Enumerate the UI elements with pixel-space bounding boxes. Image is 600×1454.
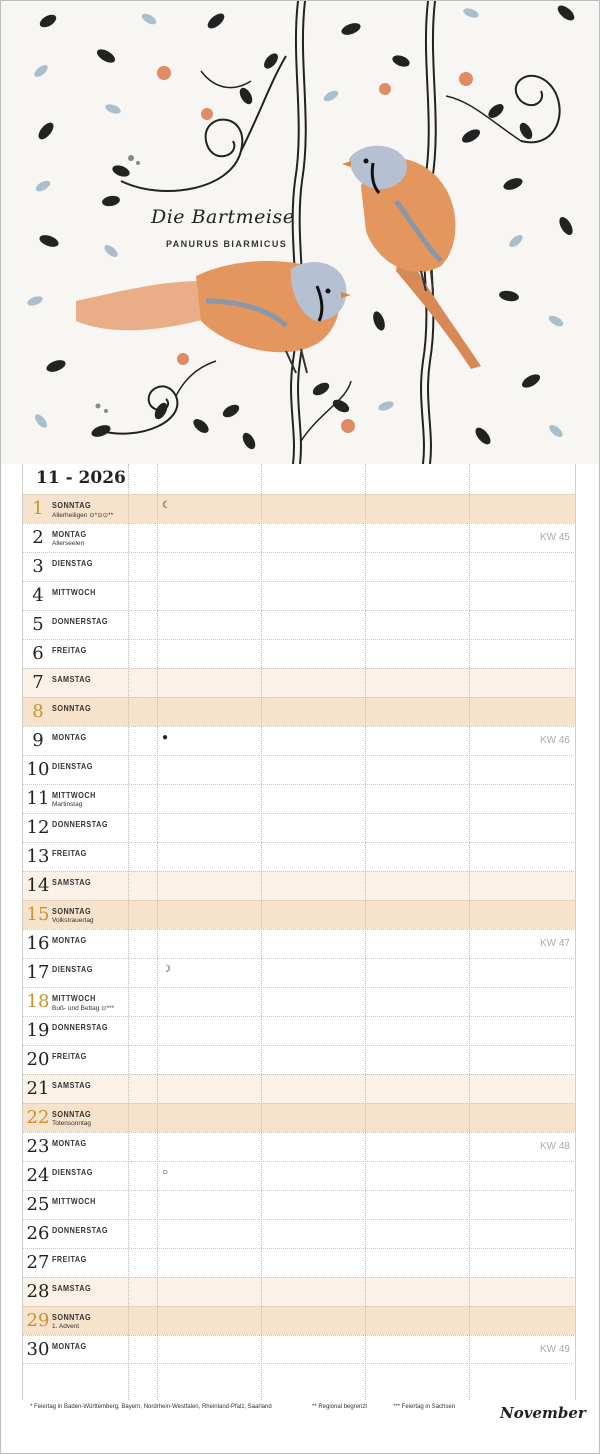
day-row[interactable]	[22, 1016, 576, 1045]
day-row[interactable]	[22, 958, 576, 987]
weekday-name: DONNERSTAG	[52, 616, 108, 626]
moon-phase-icon: ○	[162, 1167, 169, 1178]
day-number: 26	[26, 1223, 50, 1244]
holiday-label: Volkstrauertag	[52, 917, 94, 924]
weekday-name: DIENSTAG	[52, 1167, 93, 1177]
day-row[interactable]	[22, 871, 576, 900]
grid-line	[261, 464, 262, 1400]
moon-phase-icon: ●	[162, 732, 169, 743]
day-number: 25	[26, 1194, 50, 1215]
weekday-name: MITTWOCH	[52, 587, 96, 597]
weekday-name: MITTWOCH	[52, 790, 96, 800]
day-row[interactable]	[22, 755, 576, 784]
week-number: KW 48	[539, 1141, 570, 1152]
day-row[interactable]	[22, 581, 576, 610]
day-row[interactable]	[22, 1277, 576, 1306]
day-number: 23	[26, 1136, 50, 1157]
weekday-name: MONTAG	[52, 935, 87, 945]
day-row[interactable]	[22, 1045, 576, 1074]
day-number: 17	[26, 962, 50, 983]
day-number: 19	[26, 1020, 50, 1041]
day-row[interactable]	[22, 784, 576, 813]
weekday-name: SONNTAG	[52, 1109, 92, 1119]
day-number: 1	[32, 498, 44, 519]
day-number: 21	[26, 1078, 50, 1099]
day-number: 11	[26, 788, 50, 809]
weekday-name: SAMSTAG	[52, 877, 92, 887]
day-number: 6	[32, 643, 44, 664]
illustration-artwork	[1, 1, 599, 464]
moon-phase-icon: ☽	[162, 964, 171, 975]
day-row[interactable]	[22, 1306, 576, 1335]
day-row[interactable]	[22, 929, 576, 958]
day-number: 10	[26, 759, 50, 780]
day-number: 16	[26, 933, 50, 954]
weekday-name: FREITAG	[52, 645, 87, 655]
day-number: 8	[32, 701, 44, 722]
weekday-name: SONNTAG	[52, 500, 92, 510]
day-number: 24	[26, 1165, 50, 1186]
weekday-name: DONNERSTAG	[52, 819, 108, 829]
weekday-name: MITTWOCH	[52, 1196, 96, 1206]
grid-line	[128, 464, 129, 1400]
day-row[interactable]	[22, 1335, 576, 1364]
grid-line	[365, 464, 366, 1400]
weekday-name: SONNTAG	[52, 703, 92, 713]
day-number: 18	[26, 991, 50, 1012]
weekday-name: FREITAG	[52, 848, 87, 858]
weekday-name: MITTWOCH	[52, 993, 96, 1003]
weekday-name: SAMSTAG	[52, 1080, 92, 1090]
day-number: 20	[26, 1049, 50, 1070]
grid-line	[469, 464, 470, 1400]
day-number: 13	[26, 846, 50, 867]
day-row[interactable]	[22, 900, 576, 929]
weekday-name: MONTAG	[52, 1341, 87, 1351]
grid-line	[575, 464, 576, 1400]
day-number: 2	[32, 527, 44, 548]
day-row[interactable]	[22, 639, 576, 668]
footnote-3: *** Feiertag in Sachsen	[393, 1404, 456, 1410]
day-row[interactable]	[22, 697, 576, 726]
day-number: 28	[26, 1281, 50, 1302]
weekday-name: MONTAG	[52, 529, 87, 539]
month-name: November	[500, 1404, 586, 1422]
weekday-name: DONNERSTAG	[52, 1022, 108, 1032]
calendar-header	[22, 464, 576, 494]
day-number: 22	[26, 1107, 50, 1128]
holiday-label: Allerheiligen ⊙*⊙⊙**	[52, 512, 114, 519]
day-number: 3	[32, 556, 44, 577]
weekday-name: FREITAG	[52, 1254, 87, 1264]
day-row[interactable]	[22, 1190, 576, 1219]
weekday-name: FREITAG	[52, 1051, 87, 1061]
footnote-1: * Feiertag in Baden-Württemberg, Bayern, Nordrhein-Westfalen, Rheinland-Pfalz, Saarland	[30, 1404, 272, 1410]
month-year-label: 11 - 2026	[36, 468, 126, 488]
day-row[interactable]	[22, 1074, 576, 1103]
day-row[interactable]	[22, 668, 576, 697]
day-row[interactable]	[22, 610, 576, 639]
weekday-name: MONTAG	[52, 732, 87, 742]
holiday-label: Martinstag	[52, 801, 83, 808]
weekday-name: SONNTAG	[52, 1312, 92, 1322]
day-number: 29	[26, 1310, 50, 1331]
holiday-label: Totensonntag	[52, 1120, 92, 1127]
day-row[interactable]	[22, 1103, 576, 1132]
week-number: KW 46	[539, 735, 570, 746]
grid-line	[22, 464, 23, 1400]
day-number: 12	[26, 817, 50, 838]
week-number: KW 47	[539, 938, 570, 949]
day-row[interactable]	[22, 1161, 576, 1190]
day-number: 14	[26, 875, 50, 896]
day-row[interactable]	[22, 1248, 576, 1277]
day-number: 15	[26, 904, 50, 925]
day-row[interactable]	[22, 552, 576, 581]
day-row[interactable]	[22, 987, 576, 1016]
day-row[interactable]	[22, 1219, 576, 1248]
grid-line	[157, 464, 158, 1400]
day-number: 7	[32, 672, 44, 693]
week-number: KW 49	[539, 1344, 570, 1355]
day-row[interactable]	[22, 1132, 576, 1161]
weekday-name: MONTAG	[52, 1138, 87, 1148]
day-number: 4	[32, 585, 44, 606]
day-row[interactable]	[22, 494, 576, 523]
holiday-label: Buß- und Bettag ⊙***	[52, 1005, 115, 1012]
weekday-name: SAMSTAG	[52, 674, 92, 684]
weekday-name: DONNERSTAG	[52, 1225, 108, 1235]
holiday-label: Allerseelen	[52, 540, 85, 547]
day-number: 27	[26, 1252, 50, 1273]
week-number: KW 45	[539, 532, 570, 543]
day-number: 5	[32, 614, 44, 635]
day-row[interactable]	[22, 813, 576, 842]
bird-title: Die Bartmeise	[151, 206, 295, 228]
weekday-name: DIENSTAG	[52, 558, 93, 568]
weekday-name: SONNTAG	[52, 906, 92, 916]
weekday-name: SAMSTAG	[52, 1283, 92, 1293]
bird-illustration	[1, 1, 599, 464]
footnote-2: ** Regional begrenzt	[312, 1404, 368, 1410]
moon-phase-icon: ☾	[162, 500, 171, 511]
holiday-label: 1. Advent	[52, 1323, 80, 1330]
day-number: 9	[32, 730, 44, 751]
day-number: 30	[26, 1339, 50, 1360]
day-row[interactable]	[22, 523, 576, 552]
day-row[interactable]	[22, 842, 576, 871]
bird-latin-name: PANURUS BIARMICUS	[166, 239, 288, 249]
weekday-name: DIENSTAG	[52, 964, 93, 974]
day-row[interactable]	[22, 726, 576, 755]
weekday-name: DIENSTAG	[52, 761, 93, 771]
